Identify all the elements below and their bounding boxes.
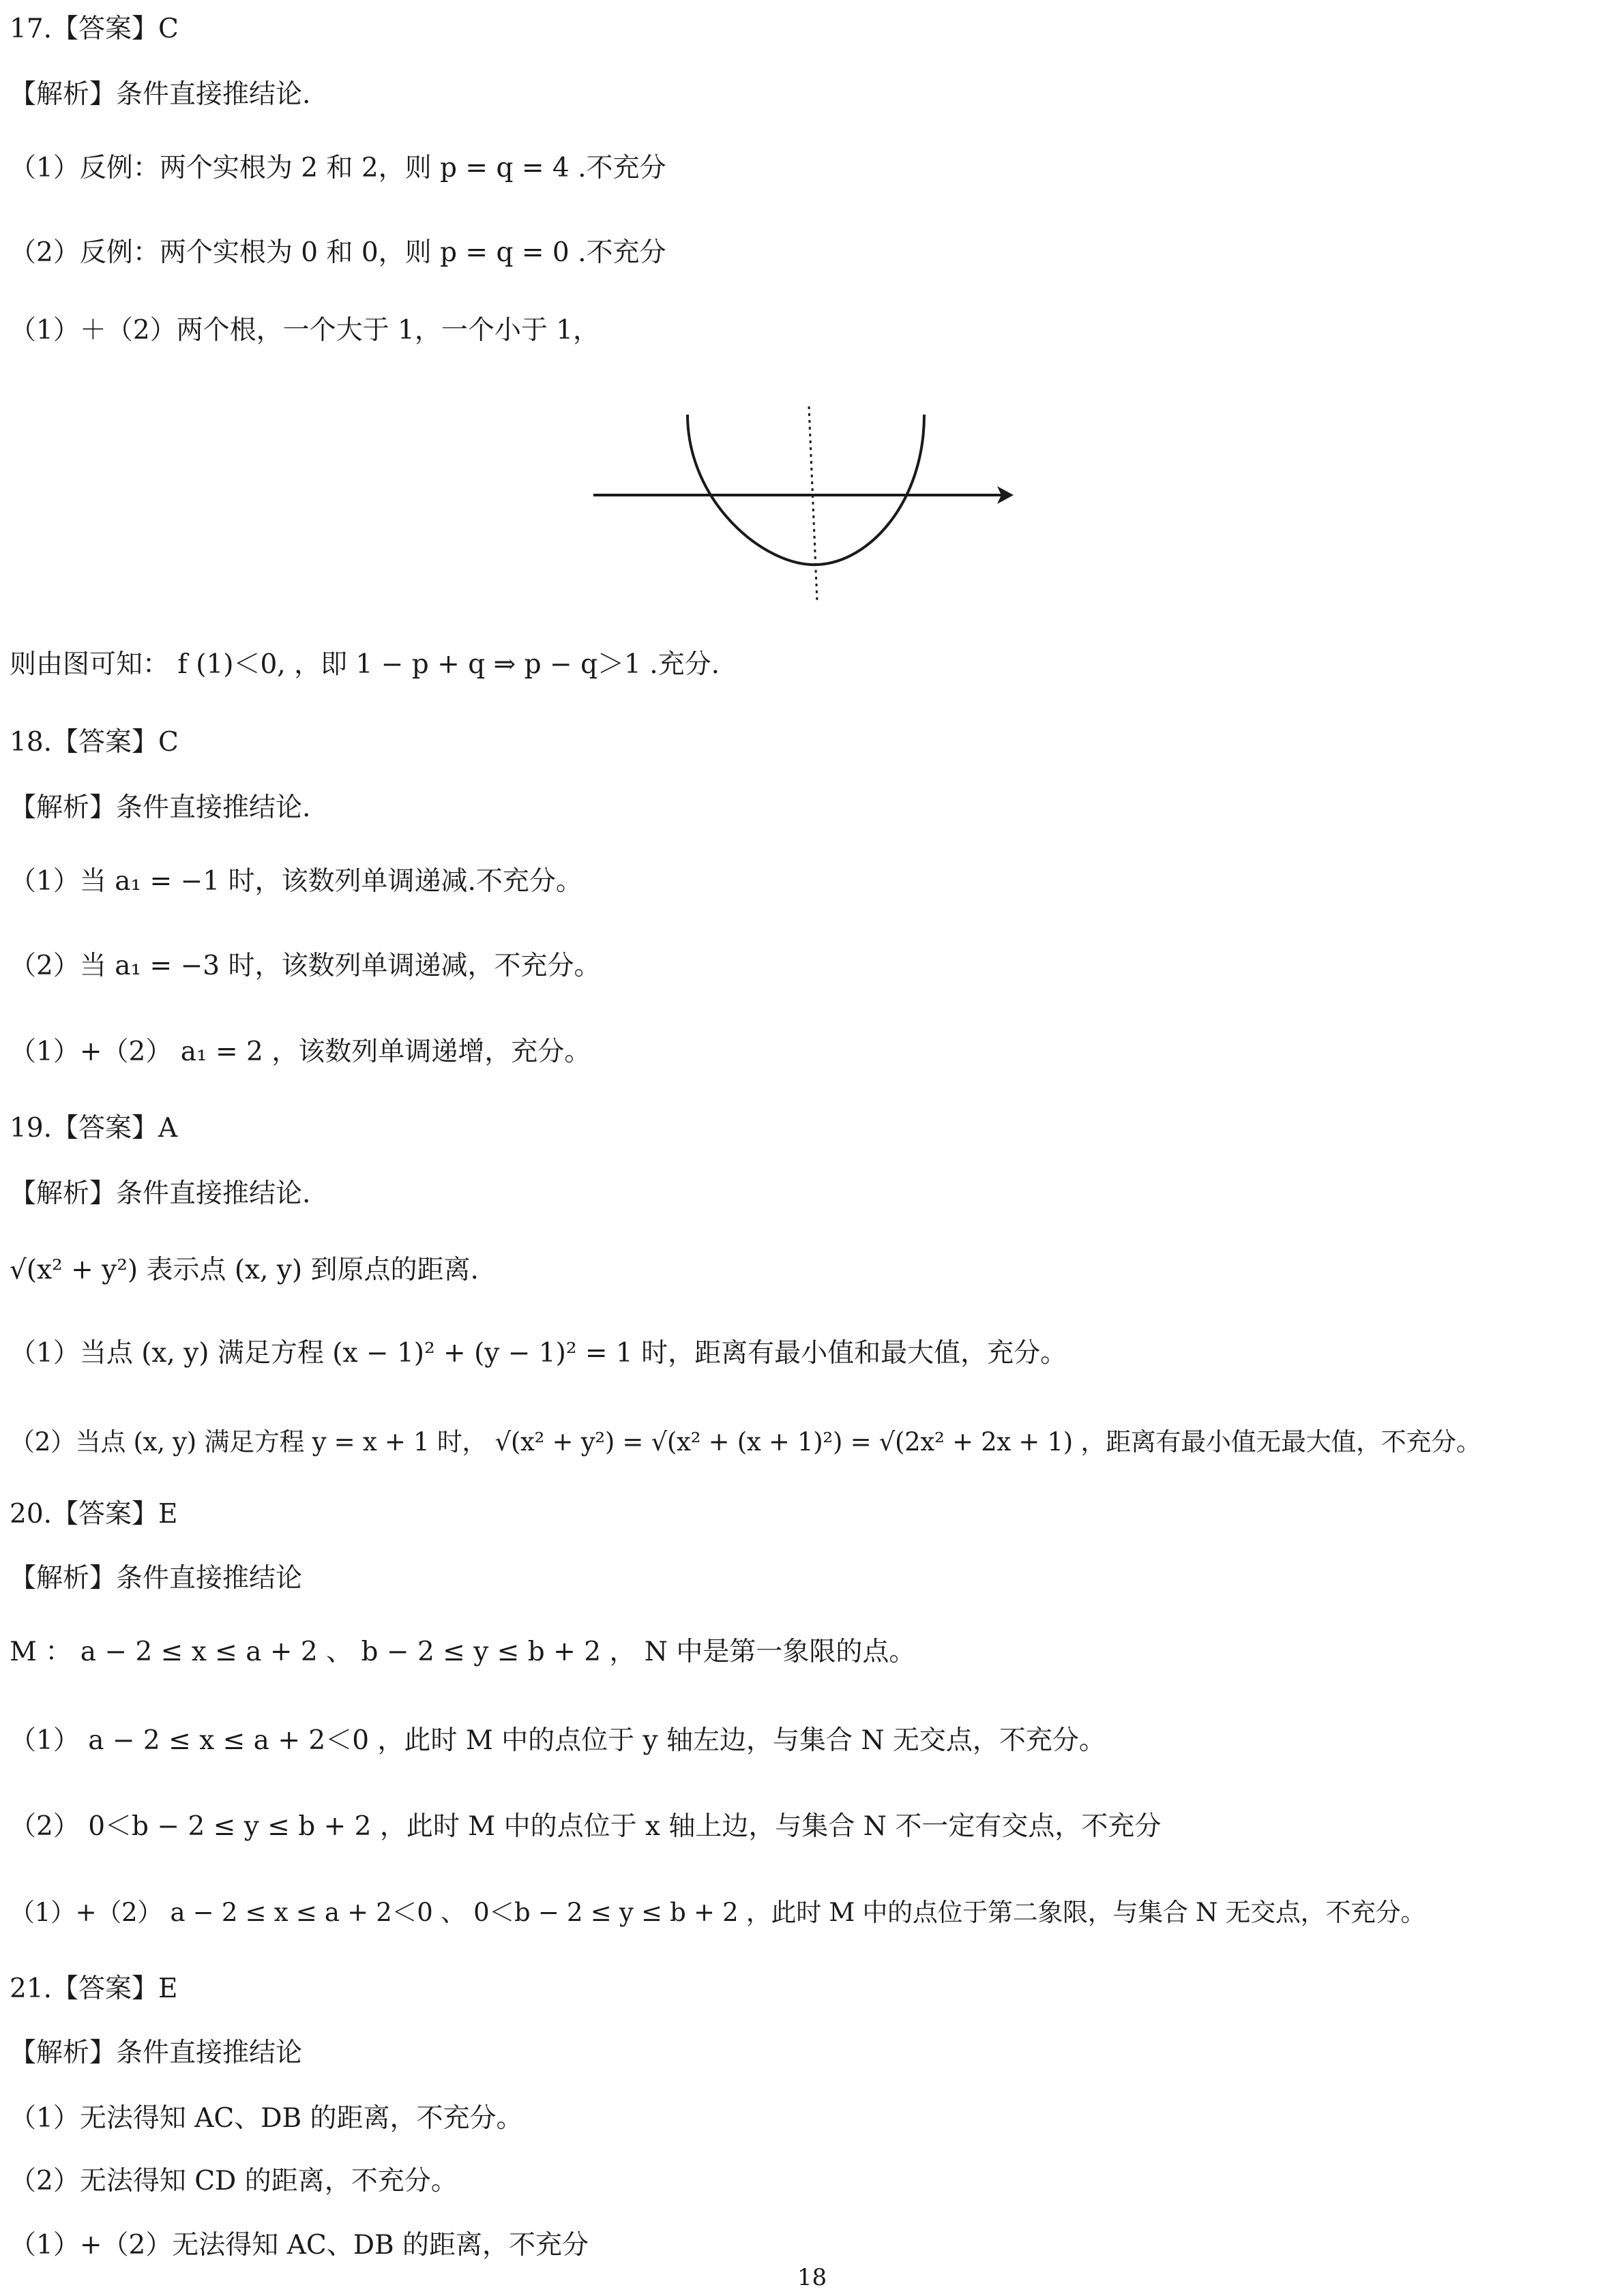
q19-analysis: 【解析】条件直接推结论. [10,1178,311,1209]
q17-combined: （1）＋（2）两个根，一个大于 1，一个小于 1， [10,315,600,346]
parabola-figure [593,406,1016,604]
q21-analysis: 【解析】条件直接推结论 [10,2038,303,2068]
q20-combined: （1）+（2） a − 2 ≤ x ≤ a + 2＜0 、 0＜b − 2 ≤ y ≤ b + 2 ，此时 M 中的点位于第二象限，与集合 N 无交点，不充分。 [10,1898,1426,1927]
q17-condition-2: （2）反例：两个实根为 0 和 0，则 p = q = 0 .不充分 [10,237,666,268]
q18-combined: （1）+（2） a₁ = 2 ，该数列单调递增，充分。 [10,1037,591,1067]
q19-condition-2: （2）当点 (x, y) 满足方程 y = x + 1 时， √(x² + y²) = √(x² + (x + 1)²) = √(2x² + 2x + 1) ，距离有最小值无最大值，不充分。 [10,1427,1481,1457]
q20-analysis: 【解析】条件直接推结论 [10,1563,303,1594]
q17-answer: 17.【答案】C [10,14,179,44]
q17-condition-1: （1）反例：两个实根为 2 和 2，则 p = q = 4 .不充分 [10,153,666,183]
q21-answer: 21.【答案】E [10,1973,178,2004]
q19-condition-1: （1）当点 (x, y) 满足方程 (x − 1)² + (y − 1)² = 1 时，距离有最小值和最大值，充分。 [10,1338,1067,1369]
q19-answer: 19.【答案】A [10,1113,178,1144]
q21-condition-2: （2）无法得知 CD 的距离，不充分。 [10,2166,458,2196]
q20-set-definition: M ： a − 2 ≤ x ≤ a + 2 、 b − 2 ≤ y ≤ b + 2 ， N 中是第一象限的点。 [10,1637,916,1667]
q21-condition-1: （1）无法得知 AC、DB 的距离，不充分。 [10,2103,523,2134]
q21-combined: （1）+（2）无法得知 AC、DB 的距离，不充分 [10,2230,589,2261]
q18-condition-2: （2）当 a₁ = −3 时，该数列单调递减，不充分。 [10,951,601,981]
q18-condition-1: （1）当 a₁ = −1 时，该数列单调递减.不充分。 [10,866,582,897]
symmetry-axis-dotted [809,406,817,601]
q19-distance-note: √(x² + y²) 表示点 (x, y) 到原点的距离. [10,1255,479,1285]
parabola-curve [688,415,924,565]
q20-answer: 20.【答案】E [10,1499,178,1530]
q20-condition-2: （2） 0＜b − 2 ≤ y ≤ b + 2 ，此时 M 中的点位于 x 轴上边，与集合 N 不一定有交点，不充分 [10,1811,1162,1842]
page-number: 18 [797,2264,827,2291]
q17-analysis: 【解析】条件直接推结论. [10,79,311,110]
q20-condition-1: （1） a − 2 ≤ x ≤ a + 2＜0 ，此时 M 中的点位于 y 轴左边，与集合 N 无交点，不充分。 [10,1725,1106,1756]
q18-answer: 18.【答案】C [10,727,179,758]
q17-conclusion: 则由图可知： f (1)＜0, ，即 1 − p + q ⇒ p − q＞1 .充分. [10,649,720,680]
q18-analysis: 【解析】条件直接推结论. [10,792,311,823]
